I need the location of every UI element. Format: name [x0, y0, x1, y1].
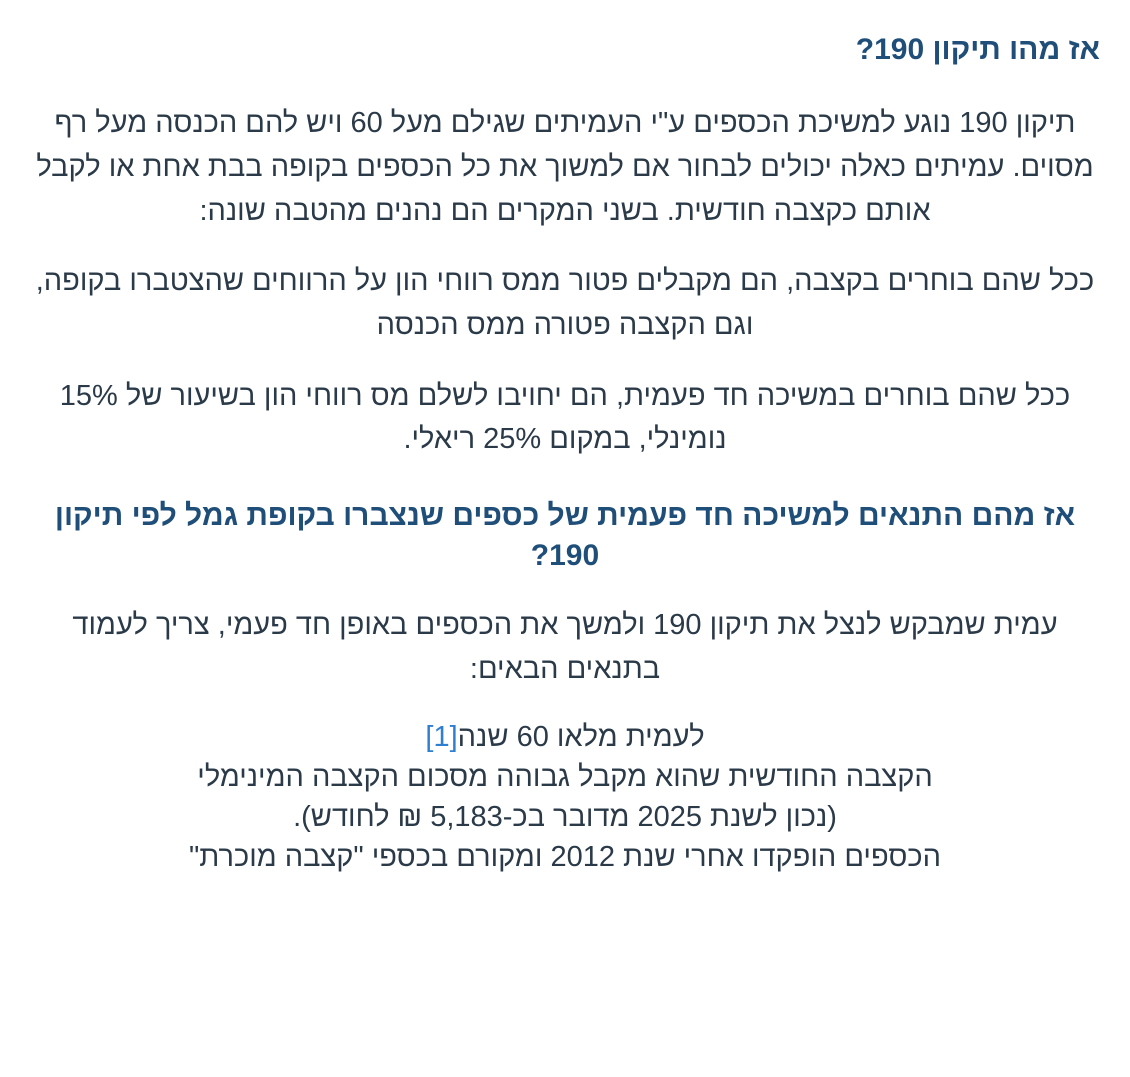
paragraph-conditions-intro: עמית שמבקש לנצל את תיקון 190 ולמשך את הכספים באופן חד פעמי, צריך לעמוד בתנאים הבאים: — [72, 608, 1058, 685]
paragraph-amendment-190-overview: תיקון 190 נוגע למשיכת הכספים ע"י העמיתים שגילם מעל 60 ויש להם הכנסה מעל רף מסוים. עמיתים כאלה יכולים לבחור אם למשוך את כל הכספים בקופה בבת אחת או לקבל אותם כקצבה חודשית. בשני המקרים הם נהנים מהטבה שונה: — [36, 106, 1094, 227]
paragraph-annuity-benefit: ככל שהם בוחרים בקצבה, הם מקבלים פטור ממס רווחי הון על הרווחים שהצטברו בקופה, וגם הקצבה פטורה ממס הכנסה — [35, 264, 1095, 341]
list-item — [30, 717, 1100, 757]
list-item: (נכון לשנת 2025 מדובר בכ-5,183 ₪ לחודש). — [293, 801, 837, 834]
list-item: הקצבה החודשית שהוא מקבל גבוהה מסכום הקצבה המינימלי — [197, 761, 933, 794]
list-item: הכספים הופקדו אחרי שנת 2012 ומקורם בכספי "קצבה מוכרת" — [189, 841, 941, 874]
footnote-reference-link[interactable]: [1] — [425, 721, 458, 754]
section-heading-what-is-amendment-190: אז מהו תיקון 190? — [855, 33, 1100, 66]
paragraph-lumpsum-benefit: ככל שהם בוחרים במשיכה חד פעמית, הם יחויבו לשלם מס רווחי הון בשיעור של 15% נומינלי, במקום 25% ריאלי. — [59, 379, 1071, 456]
section-heading-lumpsum-conditions: אז מהם התנאים למשיכה חד פעמית של כספים שנצברו בקופת גמל לפי תיקון 190? — [54, 498, 1076, 573]
condition-age-text: לעמית מלאו 60 שנה — [457, 721, 705, 754]
conditions-list — [30, 717, 1100, 877]
